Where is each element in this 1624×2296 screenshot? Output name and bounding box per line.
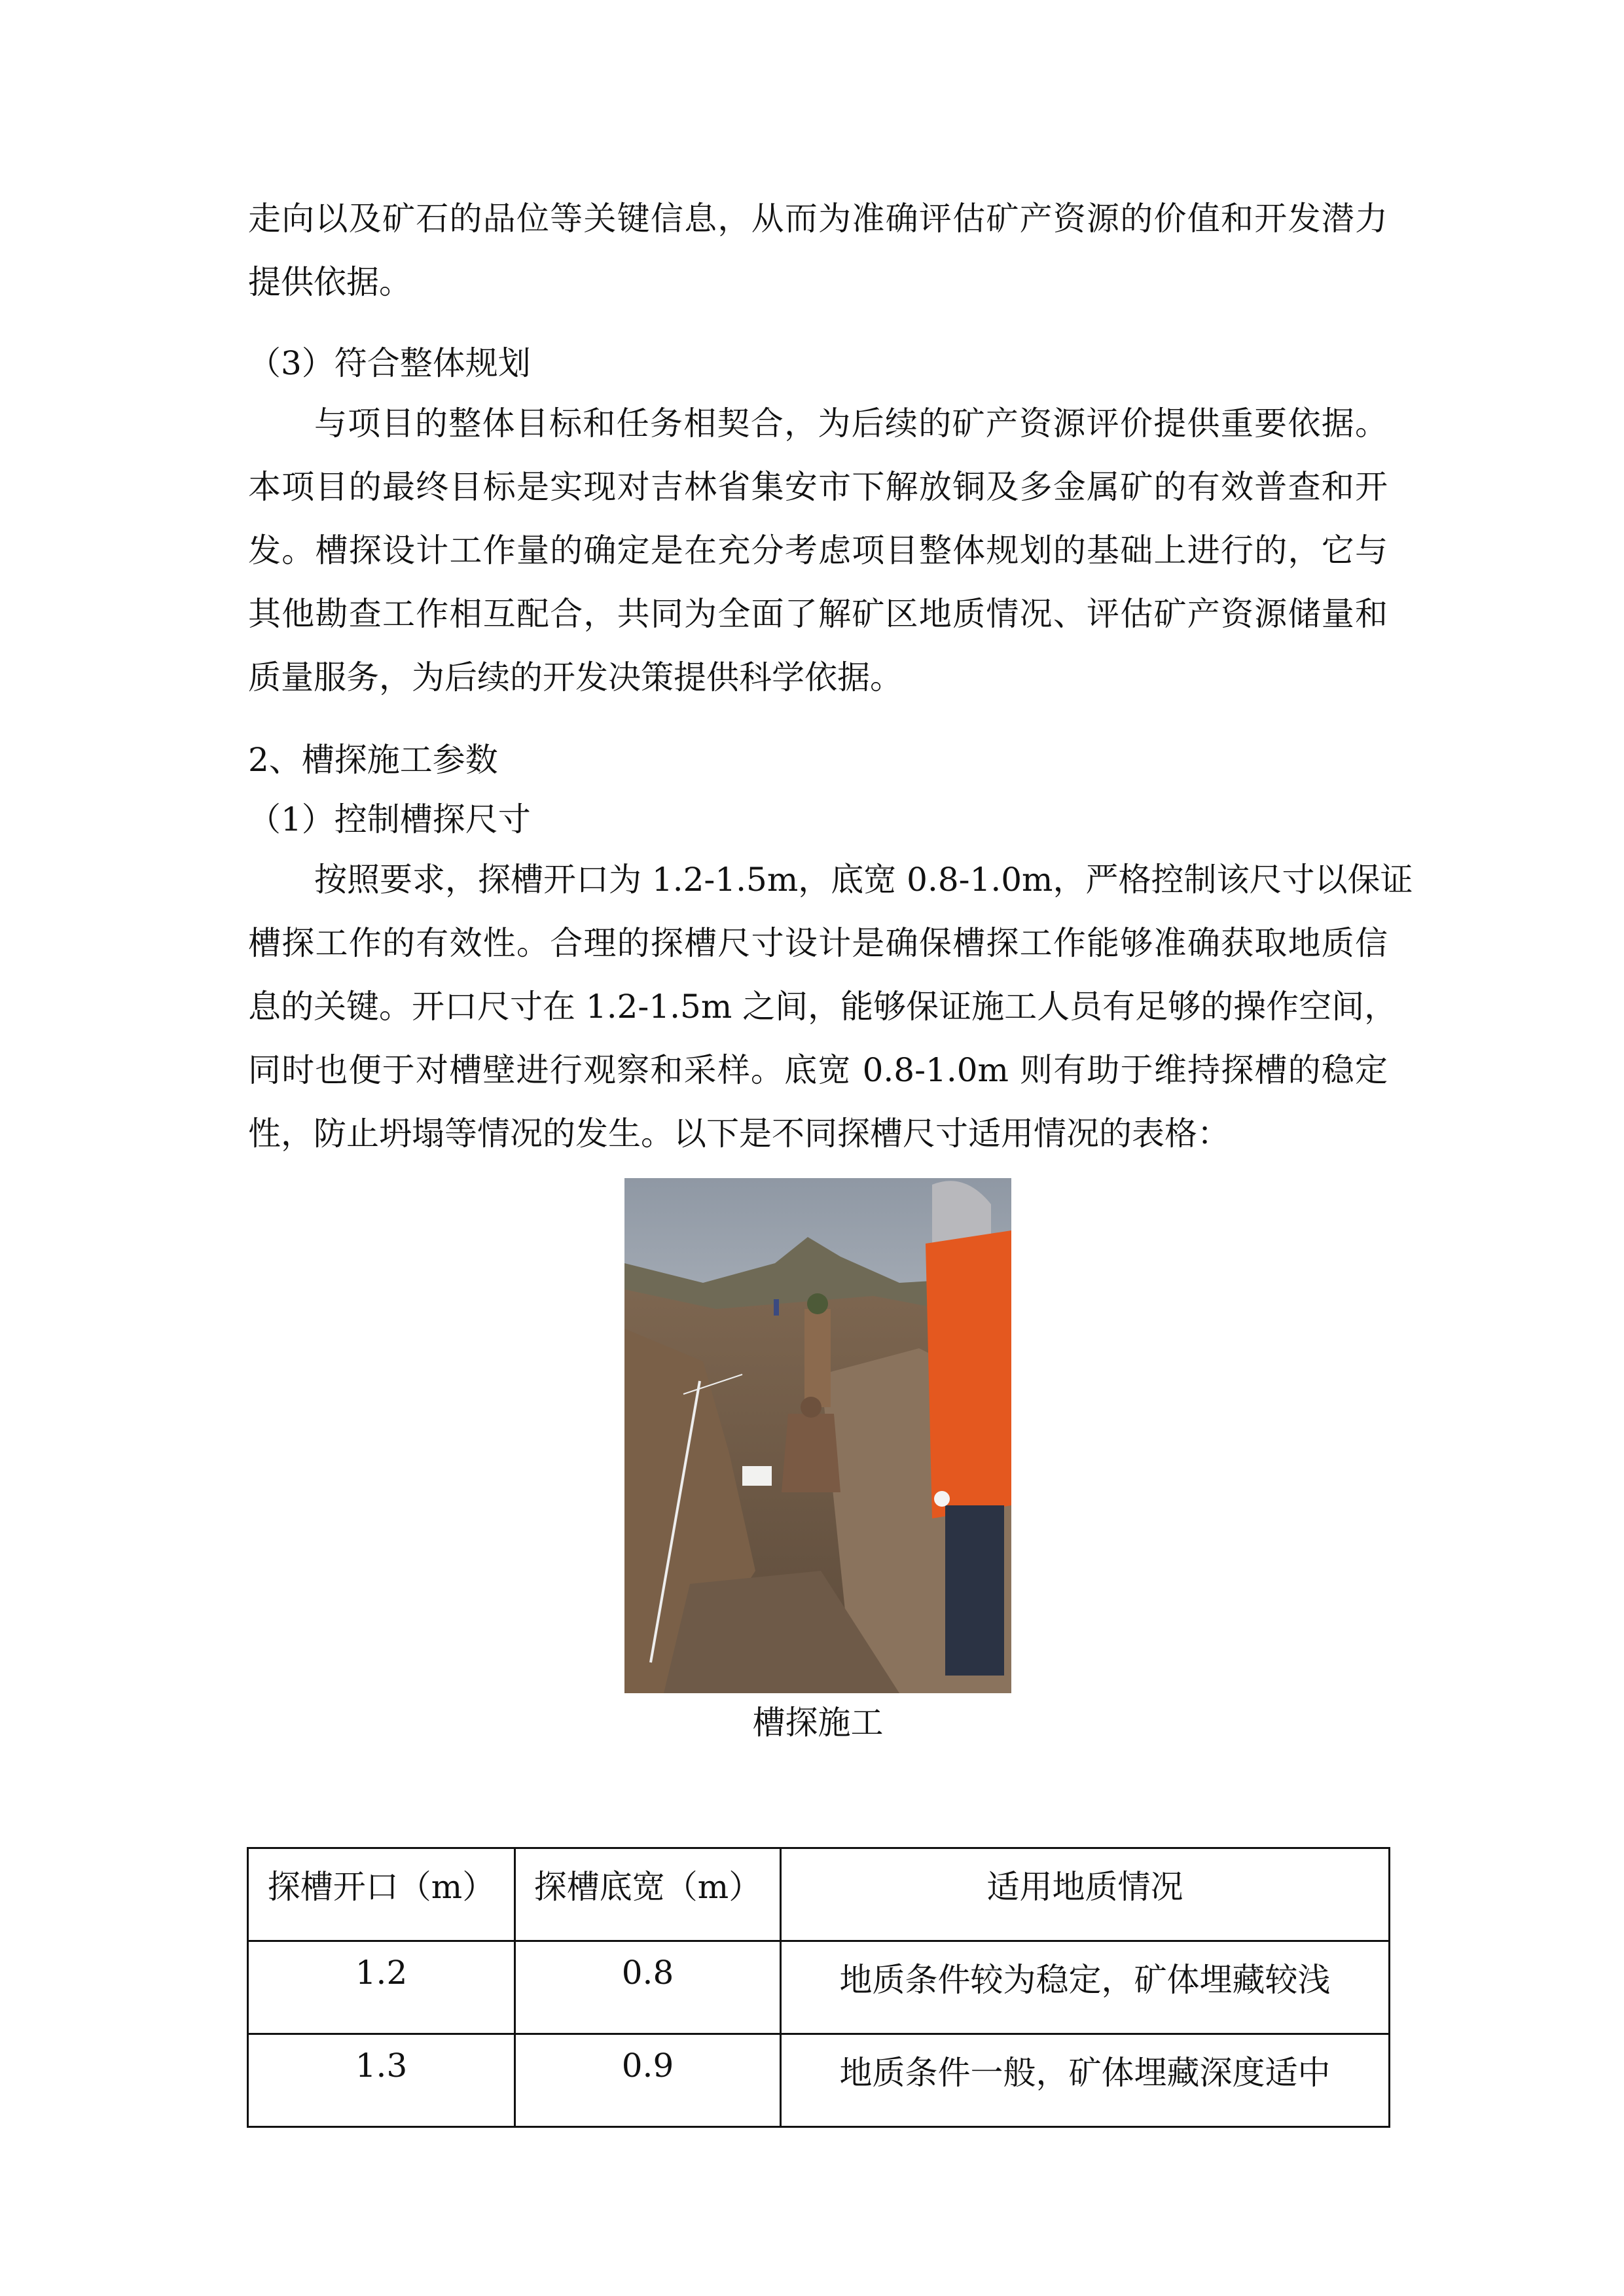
text-line: 质量服务，为后续的开发决策提供科学依据。: [248, 658, 903, 696]
table-cell: 1.3: [248, 2034, 515, 2127]
trench-size-table: [247, 1847, 1390, 2128]
text-line: 发。槽探设计工作量的确定是在充分考虑项目整体规划的基础上进行的，它与: [248, 531, 1388, 569]
table-cell: 0.8: [515, 1941, 781, 2034]
text-line: 槽探工作的有效性。合理的探槽尺寸设计是确保槽探工作能够准确获取地质信: [248, 924, 1388, 962]
text-line: 走向以及矿石的品位等关键信息，从而为准确评估矿产资源的价值和开发潜力: [248, 200, 1388, 238]
text-line: 提供依据。: [248, 263, 412, 301]
table-cell: 1.2: [248, 1941, 515, 2034]
text-line: 本项目的最终目标是实现对吉林省集安市下解放铜及多金属矿的有效普查和开: [248, 468, 1388, 506]
text-line: 同时也便于对槽壁进行观察和采样。底宽 0.8-1.0m 则有助于维持探槽的稳定: [248, 1051, 1388, 1089]
table-row: [248, 1941, 1390, 2034]
table-header-row: [248, 1848, 1390, 1941]
table-cell: 地质条件一般，矿体埋藏深度适中: [781, 2034, 1390, 2127]
table-header-cell: 探槽底宽（m）: [515, 1848, 781, 1941]
table-header-cell: 适用地质情况: [781, 1848, 1390, 1941]
heading-3: （3）符合整体规划: [248, 344, 531, 382]
text-line: 其他勘查工作相互配合，共同为全面了解矿区地质情况、评估矿产资源储量和: [248, 595, 1388, 633]
section-heading-2: 2、槽探施工参数: [248, 741, 498, 779]
trench-construction-photo: [624, 1178, 1011, 1693]
text-line: 按照要求，探槽开口为 1.2-1.5m，底宽 0.8-1.0m，严格控制该尺寸以保证: [314, 861, 1413, 899]
text-line: 性，防止坍塌等情况的发生。以下是不同探槽尺寸适用情况的表格：: [248, 1115, 1230, 1153]
table-row: [248, 2034, 1390, 2127]
table-header-cell: 探槽开口（m）: [248, 1848, 515, 1941]
text-line: 息的关键。开口尺寸在 1.2-1.5m 之间，能够保证施工人员有足够的操作空间，: [248, 988, 1398, 1026]
heading-1: （1）控制槽探尺寸: [248, 800, 531, 838]
table-cell: 0.9: [515, 2034, 781, 2127]
text-line: 与项目的整体目标和任务相契合，为后续的矿产资源评价提供重要依据。: [314, 404, 1388, 442]
figure-caption: 槽探施工: [752, 1704, 884, 1742]
table-cell: 地质条件较为稳定，矿体埋藏较浅: [781, 1941, 1390, 2034]
